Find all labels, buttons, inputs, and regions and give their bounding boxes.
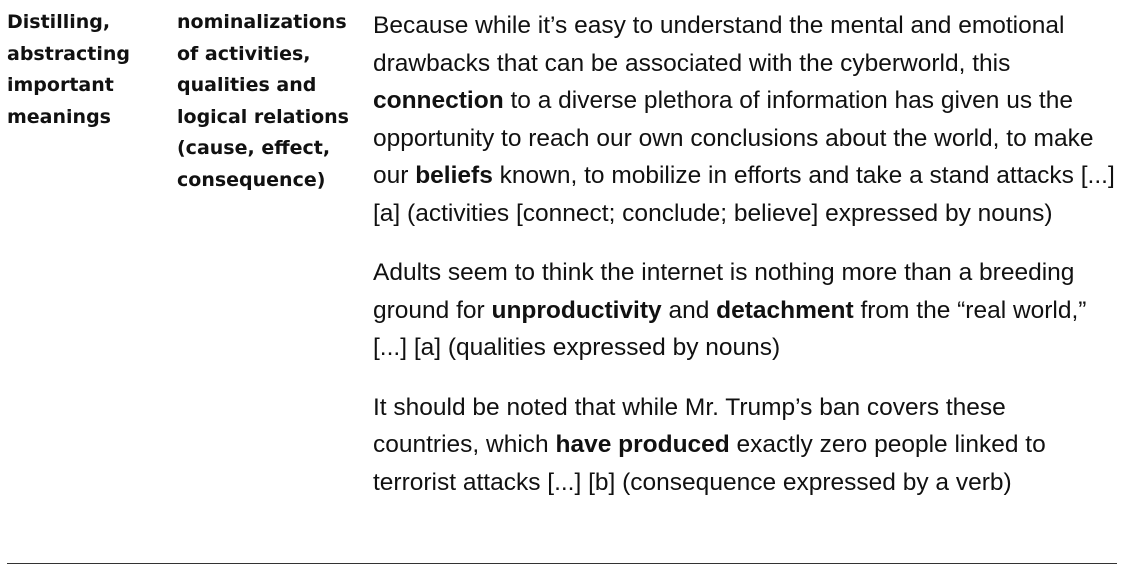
example-text: from the “real world,” [...] [a] (qualities expressed by nouns) <box>373 296 1087 361</box>
example-highlight: beliefs <box>415 162 493 189</box>
description-cell: nominalizations of activities, qualities and logical relations (cause, effect, consequence) <box>177 11 349 191</box>
example-text: exactly zero people linked to terrorist attacks [...] [b] (consequence expressed by a verb) <box>373 431 1046 496</box>
example-highlight: have produced <box>555 431 730 458</box>
example-highlight: connection <box>373 87 504 114</box>
example-highlight: detachment <box>716 296 854 324</box>
example-text: Adults seem to think the internet is nothing more than a breeding ground for <box>373 259 1075 324</box>
table-bottom-rule <box>7 563 1117 564</box>
example-paragraph <box>373 389 1117 502</box>
example-text: Because while it’s easy to understand the mental and emotional drawbacks that can be associated with the cyberworld, this <box>373 12 1065 77</box>
example-paragraph <box>373 7 1117 232</box>
table-row <box>7 7 1117 523</box>
example-text: and <box>661 296 717 324</box>
example-text: to a diverse plethora of information has given us the opportunity to reach our own conclusions about the world, to make our <box>373 87 1094 189</box>
example-highlight: unproductivity <box>491 296 662 324</box>
term-cell: Distilling, abstracting important meanings <box>7 11 130 128</box>
examples-cell <box>373 7 1117 523</box>
example-text: known, to mobilize in efforts and take a stand attacks [...] [a] (activities [connect; conclude; believe] expressed by nouns) <box>373 162 1115 227</box>
example-text: It should be noted that while Mr. Trump’s ban covers these countries, which <box>373 393 1006 458</box>
example-paragraph <box>373 254 1117 367</box>
